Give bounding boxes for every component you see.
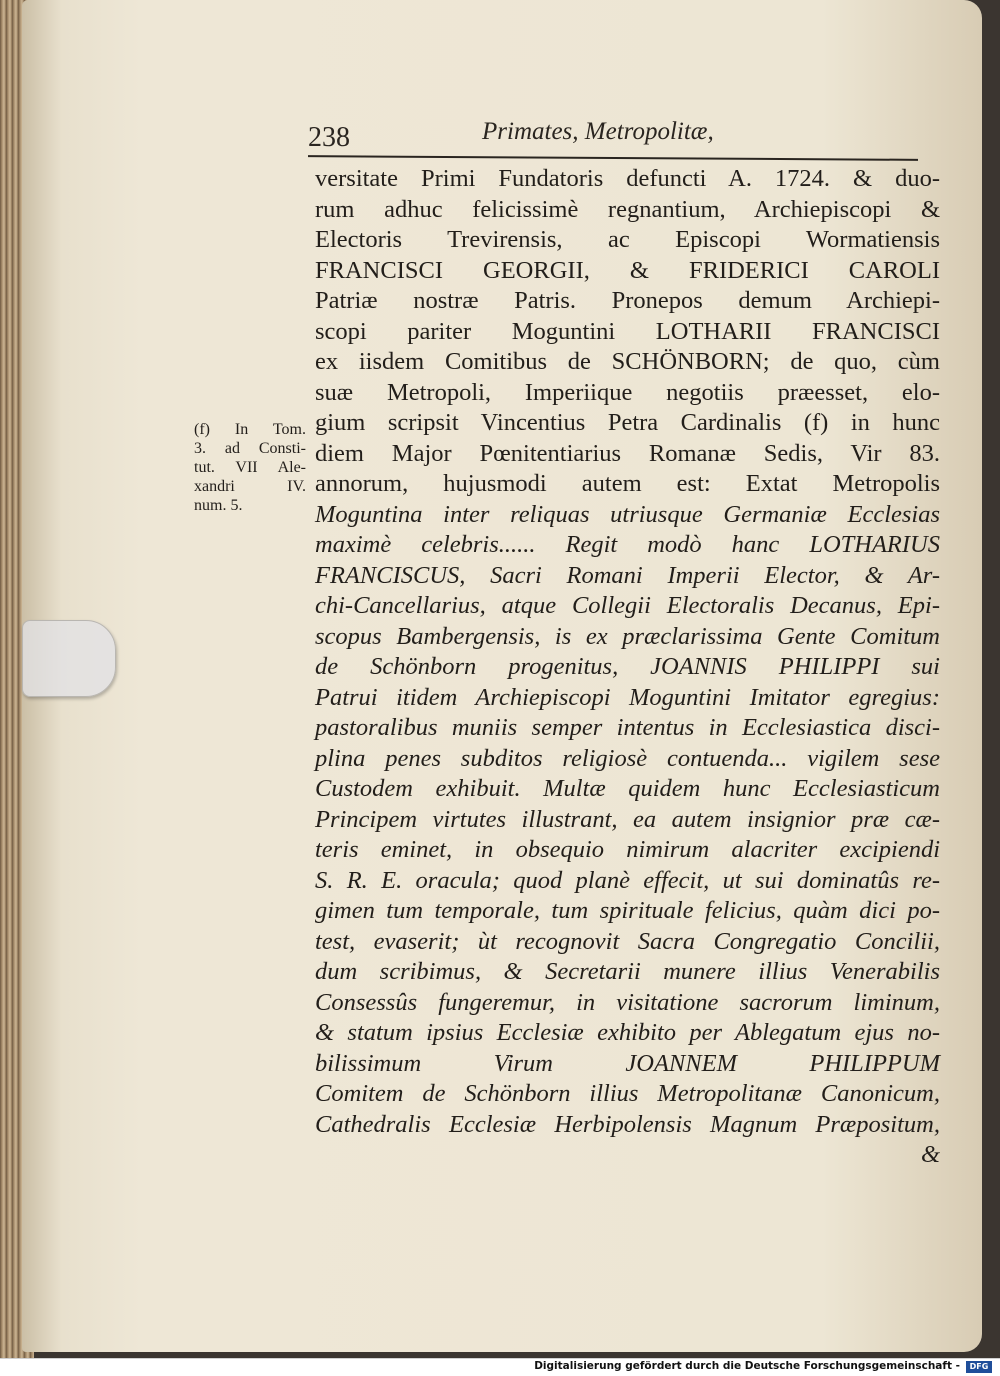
text-line: bilissimum Virum JOANNEM PHILIPPUM xyxy=(315,1049,940,1077)
text-line: FRANCISCUS, Sacri Romani Imperii Elector, & Ar- xyxy=(315,561,940,589)
catchword: & xyxy=(920,1141,940,1168)
marginal-note-line: xandri IV. xyxy=(194,478,306,495)
text-line: Patriæ nostræ Patris. Pronepos demum Archiepi- xyxy=(315,287,940,314)
text-line: gimen tum temporale, tum spirituale felicius, quàm dici po- xyxy=(315,897,940,924)
text-line: gium scripsit Vincentius Petra Cardinalis (f) in hunc xyxy=(315,409,940,436)
text-line: Custodem exhibuit. Multæ quidem hunc Ecclesiasticum xyxy=(315,775,940,802)
text-line: FRANCISCI GEORGII, & FRIDERICI CAROLI xyxy=(315,256,940,284)
page-number: 238 xyxy=(308,122,350,153)
marginal-note-line: 3. ad Consti- xyxy=(194,440,306,457)
text-line: pastoralibus muniis semper intentus in Ecclesiastica disci- xyxy=(315,714,940,741)
text-line: teris eminet, in obsequio nimirum alacriter excipiendi xyxy=(315,836,940,863)
text-line: S. R. E. oracula; quod planè effecit, ut sui dominatûs re- xyxy=(315,866,940,894)
marginal-note xyxy=(194,420,306,515)
text-line: diem Major Pœnitentiarius Romanæ Sedis, Vir 83. xyxy=(315,439,940,467)
text-line: de Schönborn progenitus, JOANNIS PHILIPPI sui xyxy=(315,653,940,680)
text-line: Principem virtutes illustrant, ea autem insignior præ cæ- xyxy=(315,805,940,833)
text-line: dum scribimus, & Secretarii munere illius Venerabilis xyxy=(315,958,940,985)
text-line: annorum, hujusmodi autem est: Extat Metropolis xyxy=(315,470,940,497)
marginal-note-line: (f) In Tom. xyxy=(194,421,306,438)
footer-bar xyxy=(0,1358,1000,1376)
text-line: Comitem de Schönborn illius Metropolitanæ Canonicum, xyxy=(315,1080,940,1107)
text-line: Electoris Trevirensis, ac Episcopi Wormatiensis xyxy=(315,226,940,253)
footer-credit: Digitalisierung gefördert durch die Deutsche Forschungsgemeinschaft - xyxy=(534,1360,960,1372)
marginal-note-line: tut. VII Ale- xyxy=(194,459,306,476)
text-line: Patrui itidem Archiepiscopi Moguntini Imitator egregius: xyxy=(315,683,940,711)
text-line: chi-Cancellarius, atque Collegii Electoralis Decanus, Epi- xyxy=(315,592,940,619)
text-line: test, evaserit; ùt recognovit Sacra Congregatio Concilii, xyxy=(315,927,940,955)
text-line: Cathedralis Ecclesiæ Herbipolensis Magnum Præpositum, xyxy=(315,1110,940,1138)
body-text xyxy=(315,164,940,1171)
page-clip xyxy=(22,620,116,697)
text-line: Consessûs fungeremur, in visitatione sacrorum liminum, xyxy=(315,988,940,1016)
text-line: Moguntina inter reliquas utriusque Germaniæ Ecclesias xyxy=(315,500,940,528)
marginal-note-line: num. 5. xyxy=(194,497,243,514)
text-line: plina penes subditos religiosè contuenda... vigilem sese xyxy=(315,744,940,772)
text-line: versitate Primi Fundatoris defuncti A. 1724. & duo- xyxy=(315,165,940,192)
text-line: & statum ipsius Ecclesiæ exhibito per Ablegatum ejus no- xyxy=(315,1019,940,1046)
text-line: ex iisdem Comitibus de SCHÖNBORN; de quo, cùm xyxy=(315,348,940,375)
text-line: suæ Metropoli, Imperiique negotiis præesset, elo- xyxy=(315,378,940,406)
running-head: Primates, Metropolitæ, xyxy=(482,118,714,145)
text-line: rum adhuc felicissimè regnantium, Archiepiscopi & xyxy=(315,195,940,223)
text-line: maximè celebris...... Regit modò hanc LOTHARIUS xyxy=(315,531,940,558)
dfg-logo-icon: DFG xyxy=(966,1361,992,1373)
text-line: scopi pariter Moguntini LOTHARII FRANCISCI xyxy=(315,317,940,345)
text-line: scopus Bambergensis, is ex præclarissima Gente Comitum xyxy=(315,622,940,650)
